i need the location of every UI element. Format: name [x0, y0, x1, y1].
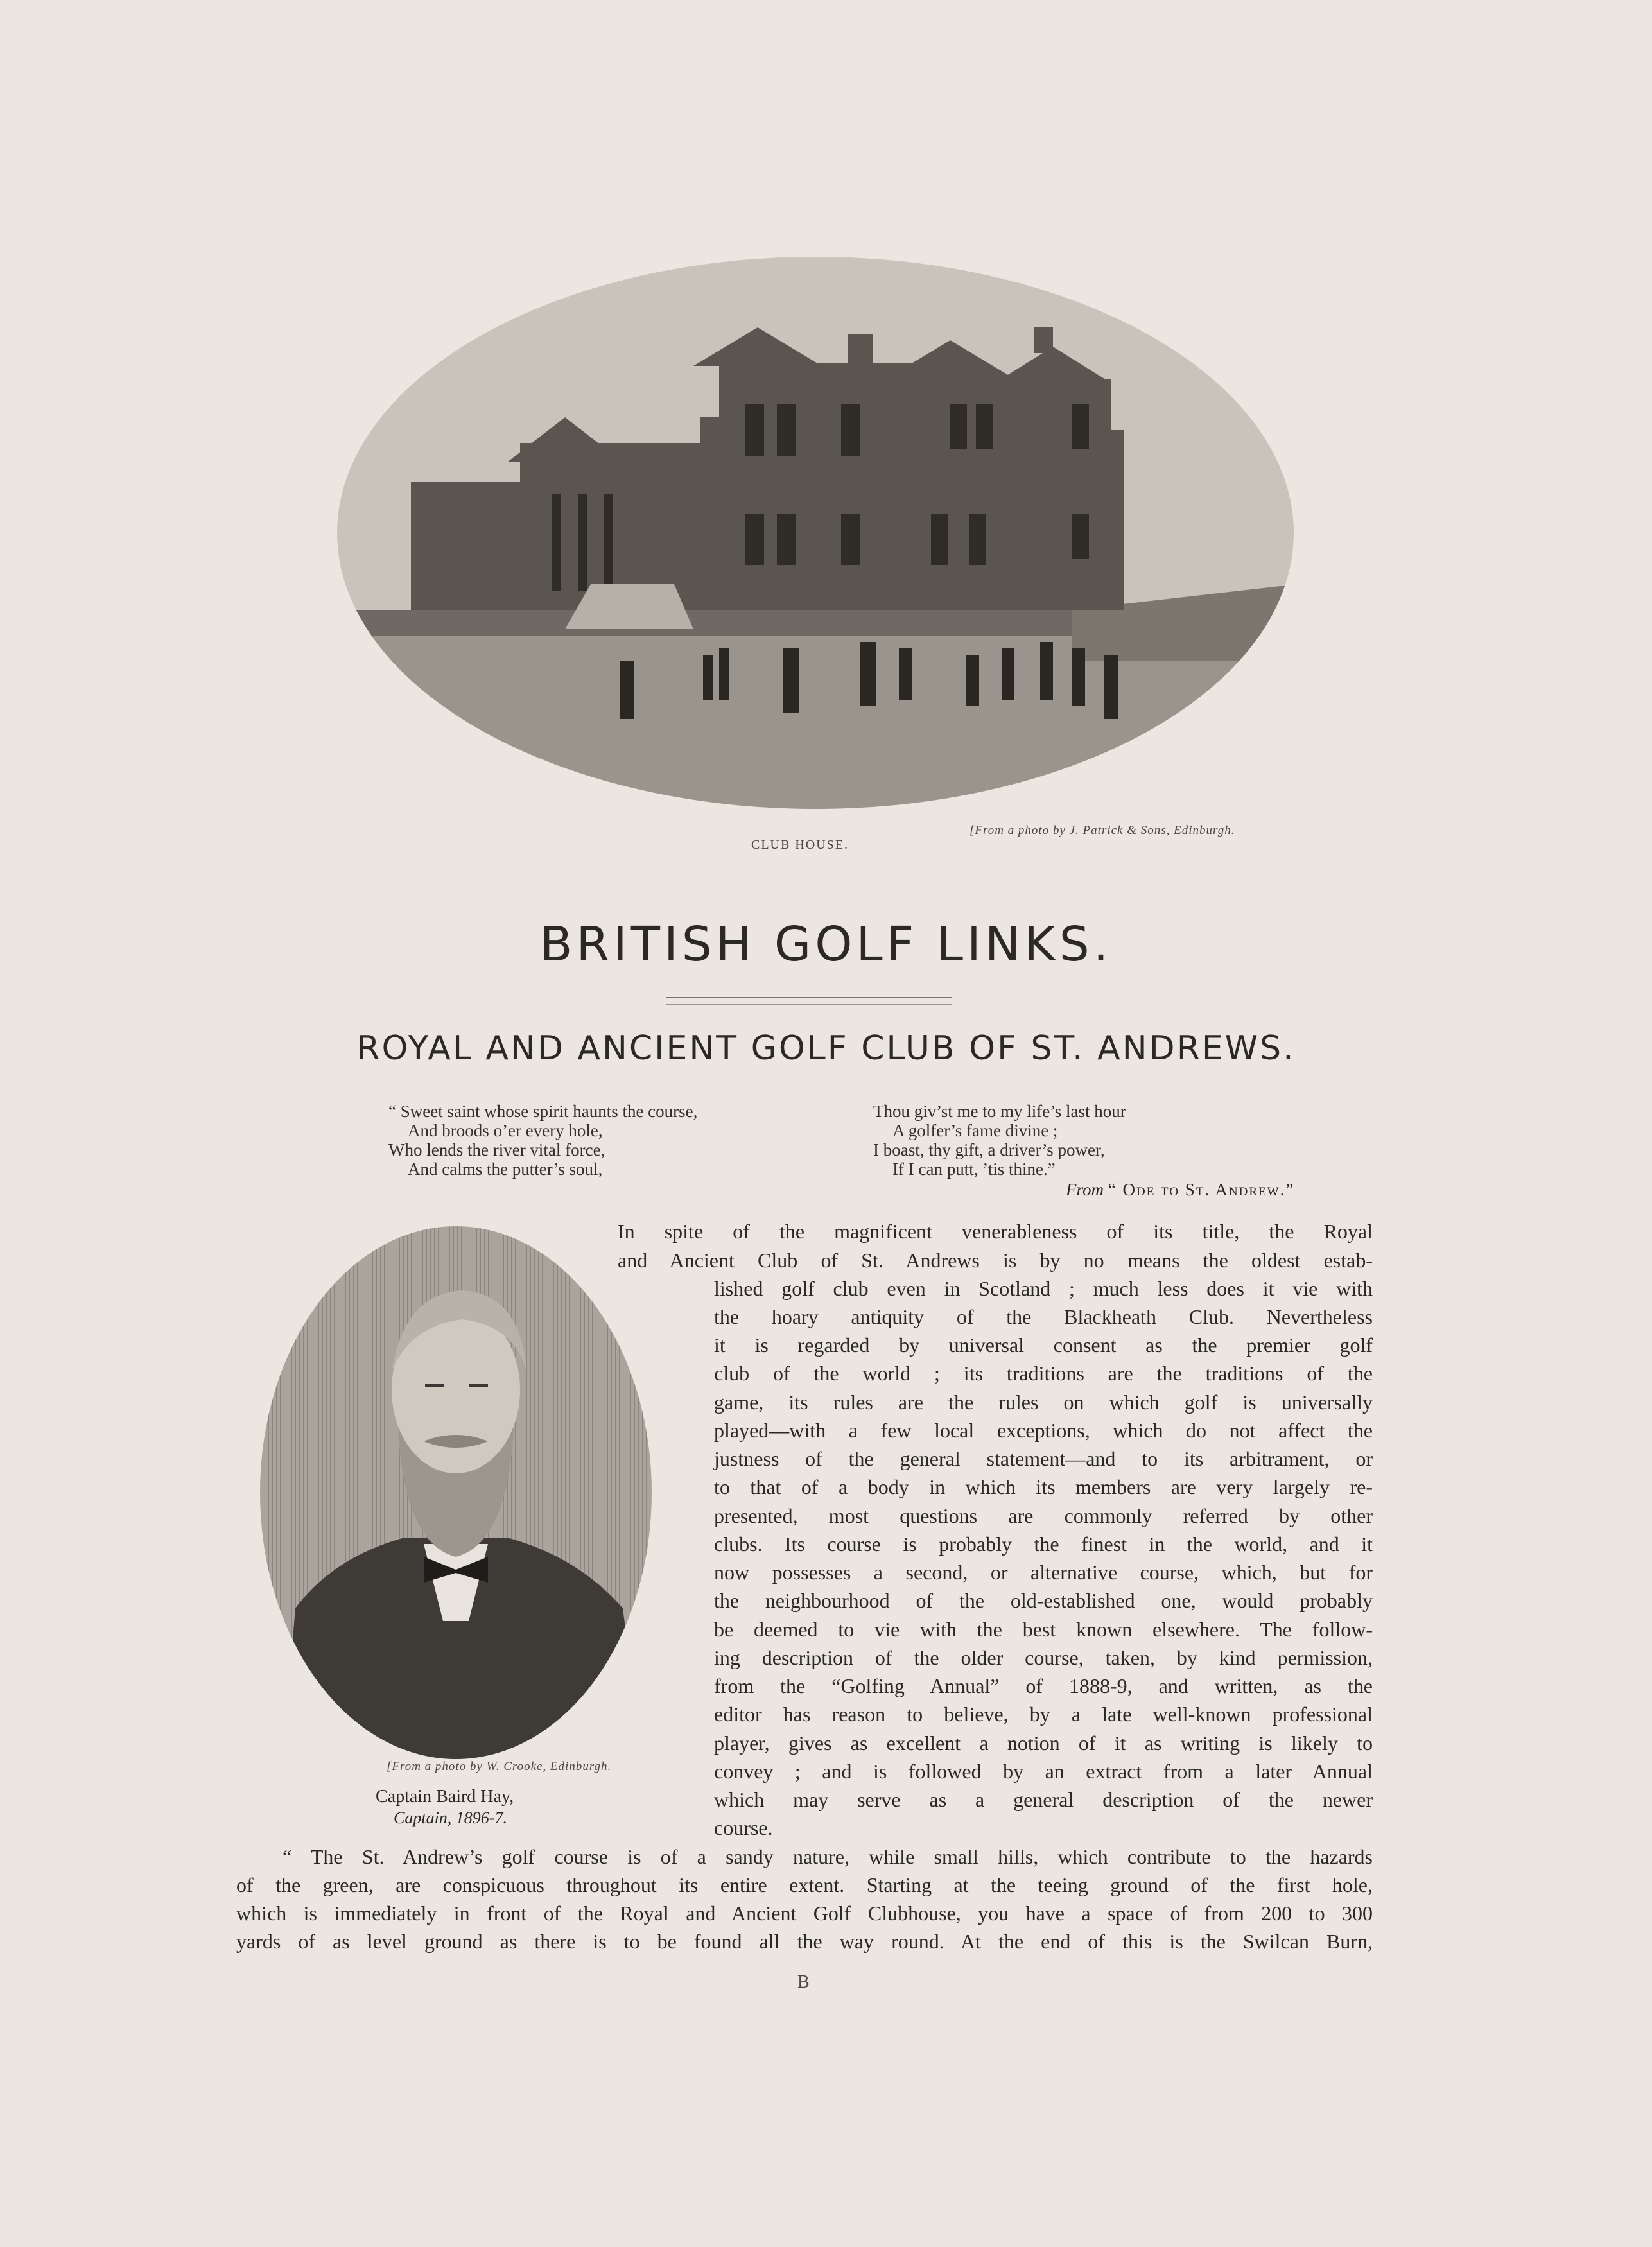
- portrait-name: Captain Baird Hay,: [376, 1787, 514, 1807]
- body-line: course.: [714, 1816, 773, 1839]
- body-line: justness of the general statement—and to its arbitrament, or: [714, 1447, 1373, 1470]
- body-line: club of the world ; its traditions are the traditions of the: [714, 1362, 1373, 1385]
- body-line: player, gives as excellent a notion of it as writing is likely to: [714, 1731, 1373, 1755]
- poem-line: And broods o’er every hole,: [408, 1121, 603, 1140]
- page-title: BRITISH GOLF LINKS.: [539, 917, 1113, 972]
- body-line: now possesses a second, or alternative course, which, but for: [714, 1561, 1373, 1584]
- photo-caption: CLUB HOUSE.: [751, 838, 849, 852]
- poem-line: I boast, thy gift, a driver’s power,: [873, 1140, 1105, 1159]
- body-line: which may serve as a general description of the newer: [714, 1788, 1373, 1811]
- body-line: from the “Golfing Annual” of 1888-9, and written, as the: [714, 1674, 1373, 1697]
- body-line: the hoary antiquity of the Blackheath Club. Nevertheless: [714, 1305, 1373, 1328]
- body-line: In spite of the magnificent venerableness of its title, the Royal: [618, 1220, 1373, 1243]
- body-line: played—with a few local exceptions, which do not affect the: [714, 1419, 1373, 1442]
- poem-source-prefix: From: [1066, 1180, 1104, 1199]
- photo-credit: [From a photo by J. Patrick & Sons, Edinburgh.: [969, 824, 1235, 837]
- body-line: game, its rules are the rules on which golf is universally: [714, 1391, 1373, 1414]
- title-divider: [666, 997, 952, 1005]
- page-subtitle: ROYAL AND ANCIENT GOLF CLUB OF ST. ANDREWS.: [356, 1029, 1296, 1068]
- poem-stanza-right: [873, 1102, 1126, 1179]
- poem-line: Thou giv’st me to my life’s last hour: [873, 1102, 1126, 1121]
- poem-line: “ Sweet saint whose spirit haunts the course,: [388, 1102, 698, 1121]
- poem-line: Who lends the river vital force,: [388, 1140, 605, 1159]
- body-line: be deemed to vie with the best known elsewhere. The follow-: [714, 1618, 1373, 1641]
- portrait-photo: [257, 1223, 655, 1762]
- body-line: convey ; and is followed by an extract from a later Annual: [714, 1760, 1373, 1783]
- body-line: and Ancient Club of St. Andrews is by no means the oldest estab-: [618, 1249, 1373, 1272]
- body-line: to that of a body in which its members are very largely re-: [714, 1475, 1373, 1498]
- body-line: clubs. Its course is probably the finest in the world, and it: [714, 1532, 1373, 1556]
- poem-line: A golfer’s fame divine ;: [892, 1121, 1058, 1140]
- body-line: it is regarded by universal consent as the premier golf: [714, 1333, 1373, 1357]
- poem-line: And calms the putter’s soul,: [408, 1159, 603, 1179]
- page-signature: B: [797, 1972, 810, 1992]
- body-line: yards of as level ground as there is to be found all the way round. At the end of this is the Swilcan Burn,: [236, 1930, 1373, 1953]
- body-line: of the green, are conspicuous throughout its entire extent. Starting at the teeing ground of the first hole,: [236, 1873, 1373, 1896]
- body-line: “ The St. Andrew’s golf course is of a sandy nature, while small hills, which contribute to the hazards: [283, 1845, 1373, 1868]
- poem-stanza-left: [388, 1102, 697, 1179]
- body-line: which is immediately in front of the Royal and Ancient Golf Clubhouse, you have a space of from 200 to 300: [236, 1902, 1373, 1925]
- portrait-role: Captain, 1896-7.: [394, 1809, 507, 1827]
- body-line: presented, most questions are commonly referred by other: [714, 1504, 1373, 1527]
- body-line: editor has reason to believe, by a late well-known professional: [714, 1703, 1373, 1726]
- poem-line: If I can putt, ’tis thine.”: [892, 1159, 1056, 1179]
- clubhouse-photo: [334, 250, 1297, 815]
- body-line: lished golf club even in Scotland ; much less does it vie with: [714, 1277, 1373, 1300]
- poem-source: [1066, 1180, 1294, 1200]
- body-line: the neighbourhood of the old-established one, would probably: [714, 1589, 1373, 1612]
- portrait-credit: [From a photo by W. Crooke, Edinburgh.: [387, 1760, 612, 1773]
- poem-source-title: “ Ode to St. Andrew.”: [1108, 1180, 1295, 1199]
- body-line: ing description of the older course, taken, by kind permission,: [714, 1646, 1373, 1669]
